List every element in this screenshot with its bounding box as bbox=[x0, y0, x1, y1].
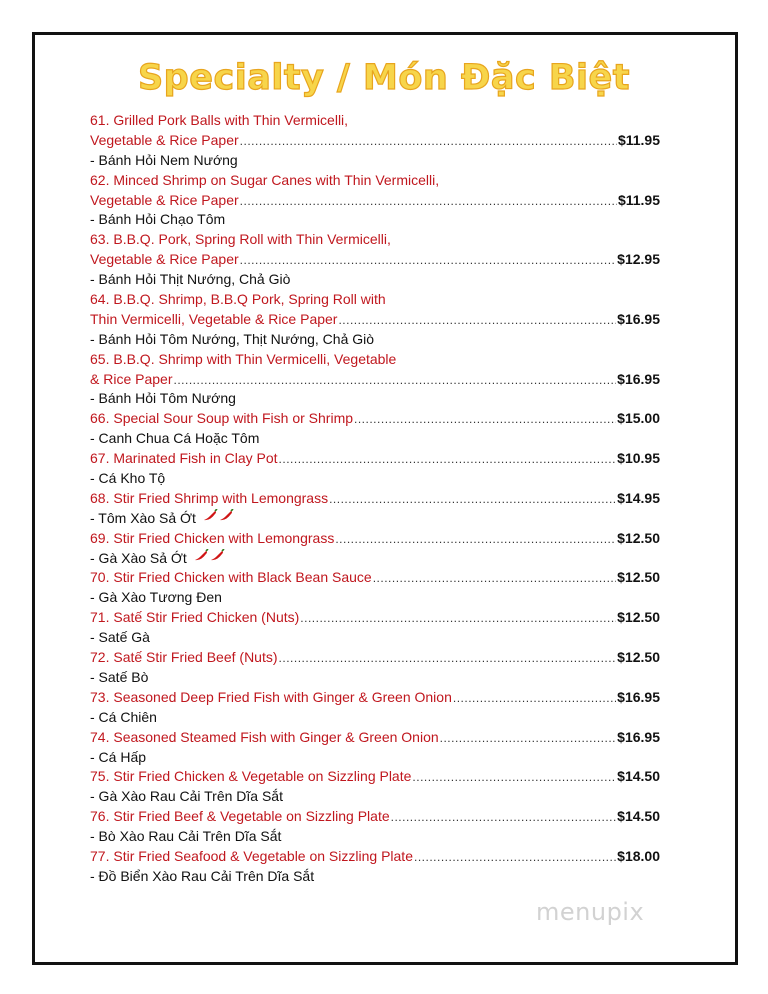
dot-leader bbox=[240, 192, 617, 212]
menu-item-name: 66. Special Sour Soup with Fish or Shrimp bbox=[90, 410, 354, 427]
menu-item-name: 64. B.B.Q. Shrimp, B.B.Q Pork, Spring Roll with bbox=[90, 291, 386, 308]
menu-item-price: $14.95 bbox=[617, 489, 660, 506]
menu-list bbox=[90, 111, 660, 887]
menu-item-vietnamese-name bbox=[90, 867, 660, 887]
menu-item-price: $16.95 bbox=[617, 370, 660, 387]
menu-item-name: 62. Minced Shrimp on Sugar Canes with Thin Vermicelli, bbox=[90, 171, 440, 188]
menu-item-vietnamese-name bbox=[90, 389, 660, 409]
menu-item-price: $18.00 bbox=[617, 847, 660, 864]
menu-item-name: Vegetable & Rice Paper bbox=[90, 251, 239, 268]
menu-item-name-line-priced bbox=[90, 131, 660, 151]
menu-item-name-line-priced bbox=[90, 489, 660, 509]
menu-item-price: $14.50 bbox=[617, 768, 660, 785]
dot-leader bbox=[300, 609, 616, 629]
dot-leader bbox=[329, 490, 616, 510]
dot-leader bbox=[373, 569, 616, 589]
menu-item-name-line-priced bbox=[90, 807, 660, 827]
menu-item-name: 75. Stir Fried Chicken & Vegetable on Sizzling Plate bbox=[90, 768, 412, 785]
vietnamese-name-text: - Bánh Hỏi Thịt Nướng, Chả Giò bbox=[90, 271, 291, 288]
dot-leader bbox=[440, 729, 617, 749]
menu-item-price: $11.95 bbox=[617, 131, 660, 148]
menu-item-vietnamese-name bbox=[90, 151, 660, 171]
dot-leader bbox=[453, 689, 616, 709]
dot-leader bbox=[338, 311, 616, 331]
menu-item-name: 69. Stir Fried Chicken with Lemongrass bbox=[90, 529, 335, 546]
menu-item-vietnamese-name bbox=[90, 509, 660, 529]
menu-item-name-line-priced bbox=[90, 767, 660, 787]
menu-item-vietnamese-name bbox=[90, 210, 660, 230]
menu-item-vietnamese-name bbox=[90, 668, 660, 688]
menu-item-price: $10.95 bbox=[617, 450, 660, 467]
menu-item-name: 71. Satế Stir Fried Chicken (Nuts) bbox=[90, 609, 300, 626]
vietnamese-name-text: - Bánh Hỏi Tôm Nướng bbox=[90, 390, 236, 407]
menu-item-price: $14.50 bbox=[617, 808, 660, 825]
vietnamese-name-text: - Bánh Hỏi Chạo Tôm bbox=[90, 211, 226, 228]
menu-item-vietnamese-name bbox=[90, 588, 660, 608]
vietnamese-name-text: - Tôm Xào Sả Ớt bbox=[90, 509, 196, 526]
menu-item-name-line-priced bbox=[90, 648, 660, 668]
vietnamese-name-text: - Bánh Hỏi Tôm Nướng, Thịt Nướng, Chả Giò bbox=[90, 330, 375, 347]
menu-item-vietnamese-name bbox=[90, 549, 660, 569]
vietnamese-name-text: - Gà Xào Sả Ớt bbox=[90, 549, 187, 566]
menu-item-vietnamese-name bbox=[90, 827, 660, 847]
menu-item-vietnamese-name bbox=[90, 708, 660, 728]
menu-item-name: Vegetable & Rice Paper bbox=[90, 191, 239, 208]
menu-item-name: 65. B.B.Q. Shrimp with Thin Vermicelli, Vegetable bbox=[90, 350, 397, 367]
dot-leader bbox=[335, 530, 616, 550]
chili-pepper-icon bbox=[193, 549, 227, 569]
menu-item-vietnamese-name bbox=[90, 748, 660, 768]
dot-leader bbox=[279, 450, 617, 470]
vietnamese-name-text: - Đồ Biển Xào Rau Cải Trên Dĩa Sắt bbox=[90, 867, 315, 884]
watermark: menupix bbox=[536, 898, 645, 926]
vietnamese-name-text: - Satế Bò bbox=[90, 668, 149, 685]
menu-item-name: 72. Satế Stir Fried Beef (Nuts) bbox=[90, 649, 278, 666]
menu-item-price: $12.50 bbox=[617, 649, 660, 666]
menu-item-name: 76. Stir Fried Beef & Vegetable on Sizzling Plate bbox=[90, 808, 390, 825]
menu-item-name-line-priced bbox=[90, 728, 660, 748]
menu-item-vietnamese-name bbox=[90, 429, 660, 449]
menu-item-name: 67. Marinated Fish in Clay Pot bbox=[90, 450, 278, 467]
menu-item-price: $12.95 bbox=[617, 251, 660, 268]
menu-item-price: $12.50 bbox=[617, 529, 660, 546]
menu-item-vietnamese-name bbox=[90, 628, 660, 648]
menu-item-name-line-priced bbox=[90, 847, 660, 867]
vietnamese-name-text: - Satế Gà bbox=[90, 629, 150, 646]
menu-item-name-line-priced bbox=[90, 608, 660, 628]
menu-item-name: & Rice Paper bbox=[90, 370, 173, 387]
dot-leader bbox=[279, 649, 617, 669]
dot-leader bbox=[412, 768, 616, 788]
vietnamese-name-text: - Cá Hấp bbox=[90, 748, 147, 765]
menu-item-name: 68. Stir Fried Shrimp with Lemongrass bbox=[90, 489, 329, 506]
menu-item-name: 61. Grilled Pork Balls with Thin Vermicelli, bbox=[90, 112, 349, 128]
menu-item-name-line-priced bbox=[90, 449, 660, 469]
menu-item-price: $15.00 bbox=[617, 410, 660, 427]
dot-leader bbox=[414, 848, 616, 868]
vietnamese-name-text: - Cá Chiên bbox=[90, 708, 157, 725]
menu-item-vietnamese-name bbox=[90, 787, 660, 807]
menu-item-name-line-priced bbox=[90, 250, 660, 270]
menu-item-name: Thin Vermicelli, Vegetable & Rice Paper bbox=[90, 310, 338, 327]
chili-pepper-icon bbox=[202, 509, 236, 529]
menu-item-name: 77. Stir Fried Seafood & Vegetable on Sizzling Plate bbox=[90, 847, 413, 864]
menu-item-price: $16.95 bbox=[617, 728, 660, 745]
vietnamese-name-text: - Gà Xào Rau Cải Trên Dĩa Sắt bbox=[90, 788, 283, 805]
vietnamese-name-text: - Bánh Hỏi Nem Nướng bbox=[90, 151, 238, 168]
menu-item-name-line-priced bbox=[90, 688, 660, 708]
menu-item-name-line-priced bbox=[90, 529, 660, 549]
menu-item-price: $12.50 bbox=[617, 609, 660, 626]
vietnamese-name-text: - Gà Xào Tương Đen bbox=[90, 589, 222, 606]
menu-item-name: 63. B.B.Q. Pork, Spring Roll with Thin Vermicelli, bbox=[90, 231, 391, 248]
menu-item-vietnamese-name bbox=[90, 270, 660, 290]
dot-leader bbox=[354, 410, 616, 430]
page-title: Specialty / Món Đặc Biệt bbox=[137, 58, 631, 98]
menu-item-name: 73. Seasoned Deep Fried Fish with Ginger & Green Onion bbox=[90, 688, 452, 705]
menu-item-name-line-priced bbox=[90, 191, 660, 211]
menu-item-price: $11.95 bbox=[617, 191, 660, 208]
menu-item-name-line-priced bbox=[90, 568, 660, 588]
menu-item-name: 74. Seasoned Steamed Fish with Ginger & Green Onion bbox=[90, 728, 439, 745]
dot-leader bbox=[173, 371, 616, 391]
dot-leader bbox=[240, 251, 617, 271]
menu-item-price: $16.95 bbox=[617, 688, 660, 705]
menu-item-name: 70. Stir Fried Chicken with Black Bean Sauce bbox=[90, 569, 372, 586]
menu-item-name-line-priced bbox=[90, 409, 660, 429]
menu-item-name: Vegetable & Rice Paper bbox=[90, 131, 239, 148]
vietnamese-name-text: - Cá Kho Tộ bbox=[90, 470, 166, 487]
menu-item-price: $12.50 bbox=[617, 569, 660, 586]
menu-item-vietnamese-name bbox=[90, 469, 660, 489]
dot-leader bbox=[240, 132, 617, 152]
menu-item-price: $16.95 bbox=[617, 310, 660, 327]
dot-leader bbox=[391, 808, 617, 828]
menu-item-vietnamese-name bbox=[90, 330, 660, 350]
menu-item-name-line-priced bbox=[90, 310, 660, 330]
menu-item-name-line-priced bbox=[90, 370, 660, 390]
vietnamese-name-text: - Canh Chua Cá Hoặc Tôm bbox=[90, 430, 260, 447]
vietnamese-name-text: - Bò Xào Rau Cải Trên Dĩa Sắt bbox=[90, 828, 282, 845]
